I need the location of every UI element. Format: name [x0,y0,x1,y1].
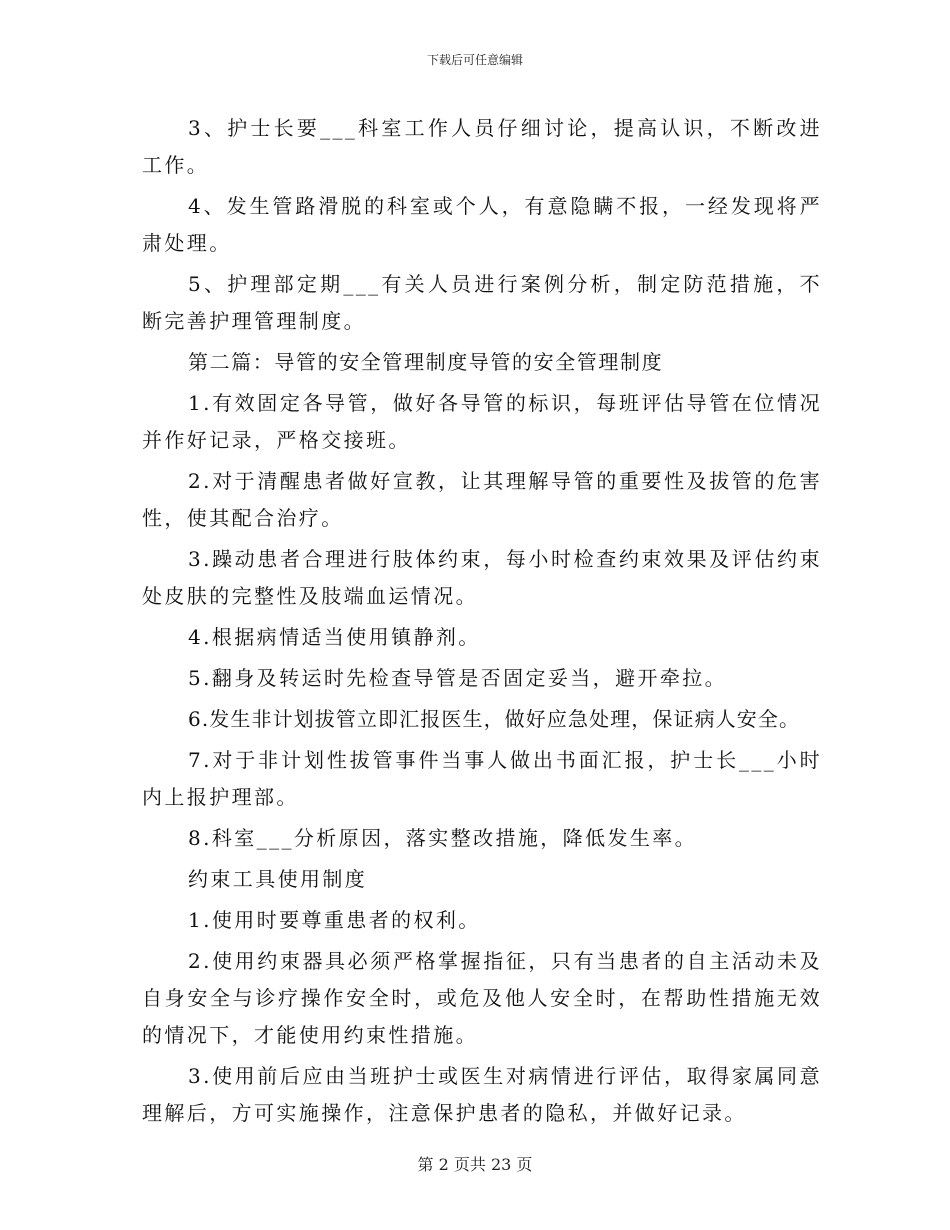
page-header: 下载后可任意编辑 [426,53,523,67]
paragraph-catheter-1: 1.有效固定各导管，做好各导管的标识，每班评估导管在位情况并作好记录，严格交接班。 [142,391,822,452]
paragraph-item-4: 4、发生管路滑脱的科室或个人，有意隐瞒不报，一经发现将严肃处理。 [142,194,822,255]
paragraph-catheter-5: 5.翻身及转运时先检查导管是否固定妥当，避开牵拉。 [188,666,728,690]
paragraph-item-3: 3、护士长要___科室工作人员仔细讨论，提高认识，不断改进工作。 [142,116,822,177]
document-body [142,110,822,1136]
paragraph-item-5: 5、护理部定期___有关人员进行案例分析，制定防范措施，不断完善护理管理制度。 [142,272,822,333]
paragraph-catheter-3: 3.躁动患者合理进行肢体约束，每小时检查约束效果及评估约束处皮肤的完整性及肢端血运情况。 [142,547,822,608]
paragraph-catheter-2: 2.对于清醒患者做好宣教，让其理解导管的重要性及拔管的危害性，使其配合治疗。 [142,469,822,530]
paragraph-restraint-3: 3.使用前后应由当班护士或医生对病情进行评估，取得家属同意理解后，方可实施操作，注意保护患者的隐私，并做好记录。 [142,1064,822,1125]
section-heading-catheter-safety: 第二篇：导管的安全管理制度导管的安全管理制度 [188,350,664,374]
section-heading-restraint-tools: 约束工具使用制度 [188,867,368,891]
paragraph-catheter-4: 4.根据病情适当使用镇静剂。 [188,625,481,649]
page-number-footer: 第 2 页共 23 页 [417,1155,533,1174]
paragraph-catheter-8: 8.科室___分析原因，落实整改措施，降低发生率。 [188,826,698,850]
paragraph-restraint-2: 2.使用约束器具必须严格掌握指征，只有当患者的自主活动未及自身安全与诊疗操作安全时，或危及他人安全时，在帮助性措施无效的情况下，才能使用约束性措施。 [142,949,822,1047]
paragraph-restraint-1: 1.使用时要尊重患者的权利。 [188,908,481,932]
paragraph-catheter-7: 7.对于非计划性拔管事件当事人做出书面汇报，护士长___小时内上报护理部。 [142,748,822,809]
paragraph-catheter-6: 6.发生非计划拔管立即汇报医生，做好应急处理，保证病人安全。 [188,707,801,731]
